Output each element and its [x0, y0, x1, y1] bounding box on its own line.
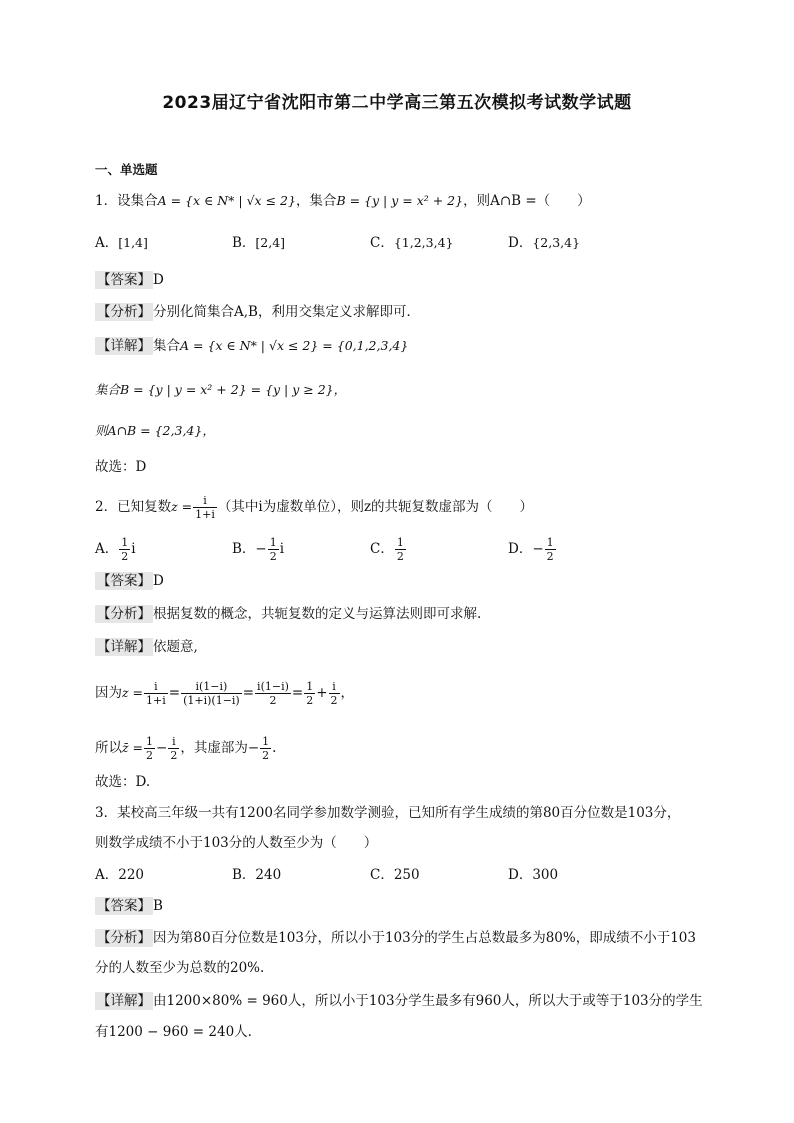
page-title: 2023届辽宁省沈阳市第二中学高三第五次模拟考试数学试题: [162, 93, 632, 113]
q3-option-a: A．220: [95, 867, 145, 883]
q1-option-a: A．[1,4]: [95, 235, 148, 251]
q2-option-b: B．− $\frac{1}{2}$ i: [232, 536, 285, 563]
q1-answer: 【答案】 D: [97, 272, 164, 288]
q2-answer: 【答案】 D: [97, 573, 164, 589]
q3-option-d: D．300: [508, 867, 559, 883]
q2-conclusion: 所以z̄ = $\frac{1}{2}$ − $\frac{i}{2}$ ，其虚部为− $\frac{1}{2}$ .: [95, 735, 277, 762]
q1-option-d: D．{2,3,4}: [508, 235, 581, 251]
section-heading: 一、单选题: [95, 162, 158, 177]
q3-stem-1: 3．某校高三年级一共有1200名同学参加数学测验，已知所有学生成绩的第80百分位数是103分，: [95, 805, 681, 821]
q1-choose: 故选：D: [95, 459, 147, 475]
q3-option-c: C．250: [370, 867, 420, 883]
q1-stem: 1．设集合A = {x ∈ N* | √x ≤ 2}，集合B = {y | y = x² + 2}，则A∩B =（ ）: [95, 193, 591, 209]
q2-because: 因为z = $\frac{i}{1+i}$ = $\frac{i(1-i)}{(1+i)(1-i)}$ = $\frac{i(1-i)}{2}$ = $\frac{1}{2}$ + $\frac{i}{2}$ ，: [95, 680, 355, 707]
q1-detail-1: 【详解】 集合A = {x ∈ N* | √x ≤ 2} = {0,1,2,3,4}: [97, 338, 409, 354]
q3-detail-2: 有1200 − 960 = 240人.: [95, 1024, 252, 1040]
q1-option-b: B．[2,4]: [232, 235, 286, 251]
q2-detail: 【详解】 依题意,: [97, 639, 198, 655]
q3-stem-2: 则数学成绩不小于103分的人数至少为（ ）: [95, 835, 378, 851]
q1-analysis: 【分析】 分别化简集合A,B，利用交集定义求解即可．: [97, 304, 420, 320]
q2-option-c: C． $\frac{1}{2}$: [370, 536, 404, 563]
q1-detail-2: 集合B = {y | y = x² + 2} = {y | y ≥ 2}，: [95, 382, 347, 397]
q3-analysis-2: 分的人数至少为总数的20%.: [95, 960, 265, 976]
q3-detail-1: 【详解】 由1200×80% = 960人，所以小于103分学生最多有960人，所以大于或等于103分的学生: [97, 993, 703, 1009]
q1-detail-3: 则A∩B = {2,3,4}，: [95, 423, 215, 438]
q2-option-a: A． $\frac{1}{2}$ i: [95, 536, 136, 563]
q1-option-c: C．{1,2,3,4}: [370, 235, 454, 251]
q2-stem: 2．已知复数z = $\frac{i}{1+i}$ （其中i为虚数单位），则z的共轭复数虚部为（ ）: [95, 494, 534, 521]
q2-analysis: 【分析】 根据复数的概念，共轭复数的定义与运算法则即可求解.: [97, 606, 482, 622]
q2-choose: 故选：D.: [95, 774, 151, 790]
q3-option-b: B．240: [232, 867, 282, 883]
q2-option-d: D．− $\frac{1}{2}$: [508, 536, 554, 563]
q3-answer: 【答案】 B: [97, 898, 163, 914]
q3-analysis-1: 【分析】 因为第80百分位数是103分，所以小于103分的学生占总数最多为80%，即成绩不小于103: [97, 930, 696, 946]
q2-fraction: $\frac{i}{1+i}$: [195, 494, 215, 521]
